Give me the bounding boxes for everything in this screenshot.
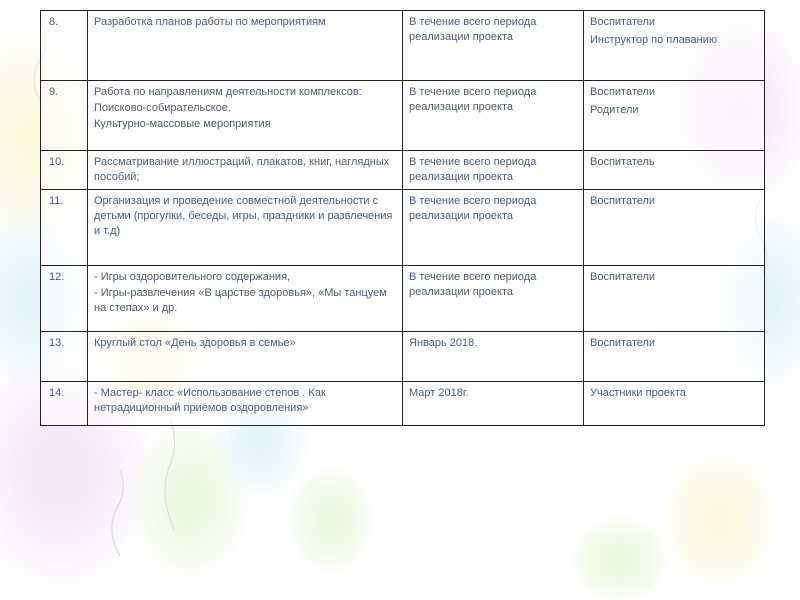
responsible-cell-line: Воспитатели: [590, 16, 656, 28]
responsible-cell-line: Воспитатель: [590, 156, 655, 168]
responsible-cell-line: Воспитатели: [590, 195, 656, 207]
table-row: [41, 81, 765, 151]
responsible-cell-line: Родители: [590, 104, 639, 116]
event-cell-line: Культурно-массовые мероприятия: [94, 118, 271, 130]
event-cell: [88, 11, 403, 81]
responsible-cell-line: Инструктор по плаванию: [590, 34, 718, 46]
period-cell: [403, 332, 584, 382]
event-cell-line: Круглый стол «День здоровья в семье»: [94, 337, 296, 349]
period-cell: [403, 81, 584, 151]
table-row: [41, 382, 765, 426]
table-row: [41, 11, 765, 81]
period-cell-line: В течение всего периода реализации проекта: [409, 195, 537, 222]
period-cell: [403, 266, 584, 332]
responsible-cell: [584, 332, 765, 382]
row-number: 9.: [41, 81, 88, 151]
plan-table-container: [40, 10, 764, 426]
period-cell-line: В течение всего периода реализации проекта: [409, 86, 537, 113]
responsible-cell-line: Участники проекта: [590, 387, 686, 399]
period-cell: [403, 190, 584, 266]
event-cell-line: - Мастер- класс «Использование степов . Как нетрадиционный приёмов оздоровления»: [94, 387, 326, 414]
event-cell-line: - Игры-развлечения «В царстве здоровья», «Мы танцуем на степах» и др.: [94, 287, 387, 314]
event-cell: [88, 266, 403, 332]
event-cell: [88, 151, 403, 190]
event-cell-line: - Игры оздоровительного содержания,: [94, 271, 291, 283]
row-number: 10.: [41, 151, 88, 190]
responsible-cell-line: Воспитатели: [590, 271, 656, 283]
event-cell-line: Поисково-собирательское.: [94, 102, 231, 114]
table-row: [41, 190, 765, 266]
event-cell-line: Организация и проведение совместной деятельности с детьми (прогулки, беседы, игры, праздники и развлечения и т.д): [94, 195, 393, 237]
row-number: 13.: [41, 332, 88, 382]
responsible-cell: [584, 151, 765, 190]
period-cell: [403, 151, 584, 190]
period-cell-line: Март 2018г.: [409, 387, 469, 399]
responsible-cell-line: Воспитатели: [590, 86, 656, 98]
responsible-cell: [584, 382, 765, 426]
event-cell: [88, 332, 403, 382]
period-cell: [403, 382, 584, 426]
event-cell-line: Разработка планов работы по мероприятиям: [94, 16, 326, 28]
period-cell-line: В течение всего периода реализации проекта: [409, 156, 537, 183]
row-number: 14.: [41, 382, 88, 426]
responsible-cell: [584, 266, 765, 332]
table-row: [41, 266, 765, 332]
row-number: 8.: [41, 11, 88, 81]
responsible-cell: [584, 11, 765, 81]
responsible-cell-line: Воспитатели: [590, 337, 656, 349]
event-cell-line: Работа по направлениям деятельности комплексов:: [94, 86, 362, 98]
period-cell-line: Январь 2018.: [409, 337, 478, 349]
period-cell-line: В течение всего периода реализации проекта: [409, 16, 537, 43]
event-cell: [88, 81, 403, 151]
table-row: [41, 151, 765, 190]
table-row: [41, 332, 765, 382]
row-number: 11.: [41, 190, 88, 266]
responsible-cell: [584, 81, 765, 151]
plan-table: [40, 10, 765, 426]
event-cell: [88, 190, 403, 266]
event-cell-line: Рассматривание иллюстраций, плакатов, книг, наглядных пособий;: [94, 156, 390, 183]
responsible-cell: [584, 190, 765, 266]
period-cell: [403, 11, 584, 81]
row-number: 12.: [41, 266, 88, 332]
period-cell-line: В течение всего периода реализации проекта: [409, 271, 537, 298]
event-cell: [88, 382, 403, 426]
